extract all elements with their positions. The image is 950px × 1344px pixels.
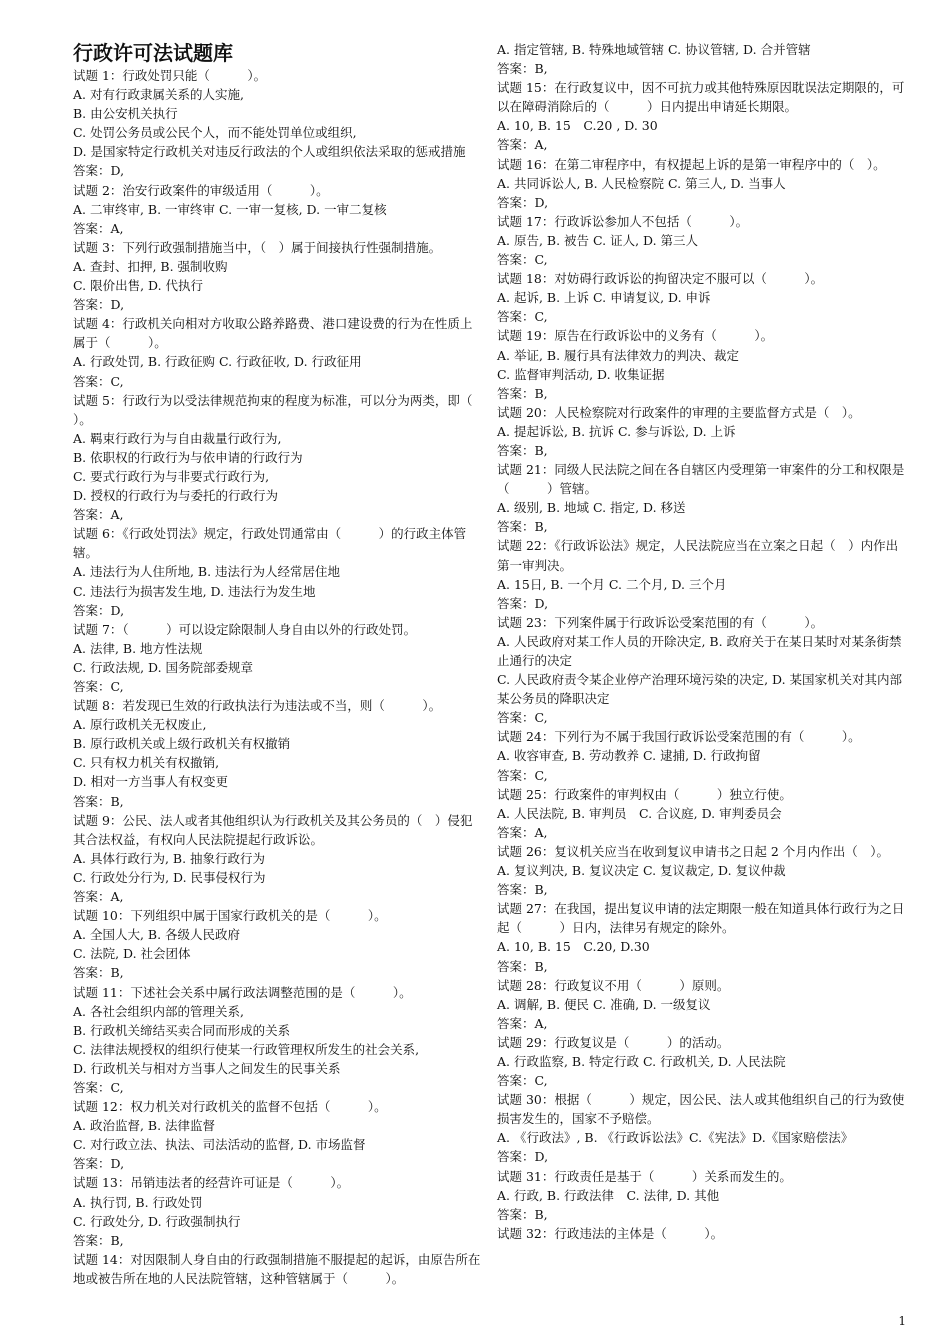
question-line: 答案：D, bbox=[73, 163, 125, 179]
question-line: D. 授权的行政行为与委托的行政行为 bbox=[73, 488, 279, 504]
question-line: 试题 8：若发现已生效的行政执法行为违法或不当，则（ ）。 bbox=[73, 698, 442, 714]
question-line: 答案：B, bbox=[497, 1206, 548, 1222]
question-line: 试题 14：对因限制人身自由的行政强制措施不服提起的起诉，由原告所在地或被告所在地的人民法院管辖，这种管辖属于（ ）。 bbox=[73, 1251, 481, 1286]
question-line: A. 10, B. 15 C.20, D.30 bbox=[497, 939, 650, 955]
question-line: 答案：D, bbox=[497, 194, 549, 210]
question-line: 答案：B, bbox=[497, 958, 548, 974]
question-line: A. 政治监督, B. 法律监督 bbox=[73, 1118, 216, 1134]
question-line: B. 依职权的行政行为与依申请的行政行为 bbox=[73, 449, 303, 465]
question-line: 试题 22：《行政诉讼法》规定，人民法院应当在立案之日起（ ）内作出第一审判决。 bbox=[497, 538, 899, 573]
question-line: 答案：B, bbox=[497, 442, 548, 458]
question-line: 答案：C, bbox=[73, 1079, 124, 1095]
question-line: 试题 29：行政复议是（ ）的活动。 bbox=[497, 1034, 730, 1050]
question-line: C. 监督审判活动, D. 收集证据 bbox=[497, 366, 665, 382]
question-line: A. 行政, B. 行政法律 C. 法律, D. 其他 bbox=[497, 1187, 720, 1203]
question-line: 试题 24：下列行为不属于我国行政诉讼受案范围的有（ ）。 bbox=[497, 729, 861, 745]
question-line: 答案：C, bbox=[73, 373, 124, 389]
question-line: 答案：D, bbox=[497, 1149, 549, 1165]
question-line: A. 15日, B. 一个月 C. 二个月, D. 三个月 bbox=[497, 576, 727, 592]
question-line: C. 人民政府责令某企业停产治理环境污染的决定, D. 某国家机关对其内部某公务员的降职决定 bbox=[497, 672, 903, 707]
question-line: 答案：D, bbox=[73, 602, 125, 618]
question-line: 答案：D, bbox=[73, 297, 125, 313]
question-line: A. 对有行政隶属关系的人实施, bbox=[73, 87, 244, 103]
question-line: 答案：A, bbox=[73, 889, 124, 905]
question-line: 答案：A, bbox=[497, 824, 548, 840]
question-line: C. 行政处分, D. 行政强制执行 bbox=[73, 1213, 241, 1229]
question-line: A. 二审终审, B. 一审终审 C. 一审一复核, D. 一审二复核 bbox=[73, 201, 387, 217]
question-line: A. 具体行政行为, B. 抽象行政行为 bbox=[73, 850, 266, 866]
question-line: 试题 16：在第二审程序中，有权提起上诉的是第一审程序中的（ ）。 bbox=[497, 156, 886, 172]
question-line: 答案：C, bbox=[497, 767, 548, 783]
question-line: 试题 5：行政行为以受法律规范拘束的程度为标准，可以分为两类，即（ ）。 bbox=[73, 392, 510, 427]
right-column bbox=[497, 40, 907, 1243]
question-line: D. 行政机关与相对方当事人之间发生的民事关系 bbox=[73, 1060, 341, 1076]
question-line: 试题 30：根据（ ）规定，因公民、法人或其他组织自己的行为致使损害发生的，国家不予赔偿。 bbox=[497, 1092, 905, 1127]
question-line: A. 指定管辖, B. 特殊地域管辖 C. 协议管辖, D. 合并管辖 bbox=[497, 42, 811, 57]
question-line: C. 行政处分行为, D. 民事侵权行为 bbox=[73, 869, 266, 885]
question-line: 答案：B, bbox=[497, 385, 548, 401]
question-line: A. 法律, B. 地方性法规 bbox=[73, 640, 203, 656]
question-line: 试题 17：行政诉讼参加人不包括（ ）。 bbox=[497, 213, 749, 229]
question-line: 试题 7：（ ）可以设定除限制人身自由以外的行政处罚。 bbox=[73, 621, 417, 637]
question-line: 答案：B, bbox=[73, 793, 124, 809]
question-line: A. 10, B. 15 C.20 , D. 30 bbox=[497, 118, 658, 134]
question-line: A. 级别, B. 地域 C. 指定, D. 移送 bbox=[497, 500, 686, 516]
question-line: 答案：A, bbox=[497, 1015, 548, 1031]
question-line: 试题 11：下述社会关系中属行政法调整范围的是（ ）。 bbox=[73, 984, 412, 1000]
question-line: A. 起诉, B. 上诉 C. 申请复议, D. 申诉 bbox=[497, 290, 711, 306]
question-line: 试题 18：对妨碍行政诉讼的拘留决定不服可以（ ）。 bbox=[497, 271, 824, 287]
question-line: 试题 3：下列行政强制措施当中，（ ）属于间接执行性强制措施。 bbox=[73, 239, 442, 255]
question-line: 试题 31：行政责任是基于（ ）关系而发生的。 bbox=[497, 1168, 792, 1184]
question-line: 试题 6：《行政处罚法》规定，行政处罚通常由（ ）的行政主体管辖。 bbox=[73, 526, 467, 561]
question-line: 试题 26：复议机关应当在收到复议申请书之日起 2 个月内作出（ ）。 bbox=[497, 843, 890, 859]
question-line: 答案：A, bbox=[497, 137, 548, 153]
question-line: 试题 2：治安行政案件的审级适用（ ）。 bbox=[73, 182, 329, 198]
question-line: 答案：A, bbox=[73, 507, 124, 523]
question-line: 试题 12：权力机关对行政机关的监督不包括（ ）。 bbox=[73, 1099, 387, 1115]
question-line: B. 原行政机关或上级行政机关有权撤销 bbox=[73, 736, 291, 752]
question-line: 试题 23：下列案件属于行政诉讼受案范围的有（ ）。 bbox=[497, 614, 824, 630]
question-line: 答案：C, bbox=[497, 252, 548, 268]
question-line: 答案：B, bbox=[497, 519, 548, 535]
question-line: A. 举证, B. 履行具有法律效力的判决、裁定 bbox=[497, 347, 740, 363]
question-line: C. 限价出售, D. 代执行 bbox=[73, 278, 204, 294]
question-line: 试题 15：在行政复议中，因不可抗力或其他特殊原因耽误法定期限的，可以在障碍消除后的（ ）日内提出申请延长期限。 bbox=[497, 80, 905, 115]
question-line: A. 行政处罚, B. 行政征购 C. 行政征收, D. 行政征用 bbox=[73, 354, 362, 370]
question-line: 答案：B, bbox=[497, 882, 548, 898]
question-line: 答案：B, bbox=[497, 61, 548, 77]
question-line: C. 法院, D. 社会团体 bbox=[73, 946, 191, 962]
question-line: A. 全国人大, B. 各级人民政府 bbox=[73, 927, 241, 943]
question-line: C. 行政法规, D. 国务院部委规章 bbox=[73, 659, 254, 675]
question-line: 答案：C, bbox=[497, 710, 548, 726]
question-line: C. 法律法规授权的组织行使某一行政管理权所发生的社会关系, bbox=[73, 1041, 420, 1057]
question-line: A. 《行政法》, B. 《行政诉讼法》C.《宪法》D.《国家赔偿法》 bbox=[497, 1130, 854, 1146]
question-line: C. 对行政立法、执法、司法活动的监督, D. 市场监督 bbox=[73, 1137, 366, 1153]
question-line: A. 查封、扣押, B. 强制收购 bbox=[73, 258, 228, 274]
question-line: 试题 32：行政违法的主体是（ ）。 bbox=[497, 1225, 724, 1241]
question-line: 试题 13：吊销违法者的经营许可证是（ ）。 bbox=[73, 1175, 350, 1191]
question-line: 试题 28：行政复议不用（ ）原则。 bbox=[497, 977, 730, 993]
question-line: A. 人民法院, B. 审判员 C. 合议庭, D. 审判委员会 bbox=[497, 805, 782, 821]
question-line: D. 相对一方当事人有权变更 bbox=[73, 774, 229, 790]
question-line: A. 羁束行政行为与自由裁量行政行为, bbox=[73, 430, 282, 446]
question-line: A. 提起诉讼, B. 抗诉 C. 参与诉讼, D. 上诉 bbox=[497, 423, 736, 439]
question-line: 试题 4：行政机关向相对方收取公路养路费、港口建设费的行为在性质上属于（ ）。 bbox=[73, 316, 473, 351]
question-line: B. 由公安机关执行 bbox=[73, 106, 178, 122]
question-line: C. 处罚公务员或公民个人，而不能处罚单位或组织, bbox=[73, 125, 357, 141]
question-line: A. 各社会组织内部的管理关系, bbox=[73, 1003, 244, 1019]
question-line: 试题 27：在我国，提出复议申请的法定期限一般在知道具体行政行为之日起（ ）日内，法律另有规定的除外。 bbox=[497, 901, 905, 936]
question-line: 试题 19：原告在行政诉讼中的义务有（ ）。 bbox=[497, 328, 774, 344]
question-line: 试题 1：行政处罚只能（ ）。 bbox=[73, 68, 267, 83]
question-line: A. 执行罚, B. 行政处罚 bbox=[73, 1194, 203, 1210]
page-number: 1 bbox=[898, 1314, 906, 1328]
question-line: 答案：D, bbox=[497, 595, 549, 611]
question-line: 答案：C, bbox=[73, 679, 124, 694]
question-line: C. 要式行政行为与非要式行政行为, bbox=[73, 468, 270, 484]
question-line: 试题 9：公民、法人或者其他组织认为行政机关及其公务员的（ ）侵犯其合法权益，有权向人民法院提起行政诉讼。 bbox=[73, 812, 473, 847]
question-line: A. 人民政府对某工作人员的开除决定, B. 政府关于在某日某时对某条街禁止通行的决定 bbox=[497, 633, 902, 668]
question-line: 答案：B, bbox=[73, 1232, 124, 1248]
question-line: A. 调解, B. 便民 C. 准确, D. 一级复议 bbox=[497, 996, 711, 1012]
question-line: 试题 25：行政案件的审判权由（ ）独立行使。 bbox=[497, 786, 792, 802]
left-question-list bbox=[73, 66, 510, 1288]
question-line: 答案：A, bbox=[73, 220, 124, 236]
question-line: C. 违法行为损害发生地, D. 违法行为发生地 bbox=[73, 583, 316, 599]
question-line: A. 共同诉讼人, B. 人民检察院 C. 第三人, D. 当事人 bbox=[497, 175, 786, 191]
question-line: 试题 21：同级人民法院之间在各自辖区内受理第一审案件的分工和权限是（ ）管辖。 bbox=[497, 462, 905, 497]
question-line: A. 收容审查, B. 劳动教养 C. 逮捕, D. 行政拘留 bbox=[497, 748, 761, 764]
question-line: 试题 10：下列组织中属于国家行政机关的是（ ）。 bbox=[73, 908, 387, 924]
right-question-list bbox=[497, 40, 907, 1243]
question-line: C. 只有权力机关有权撤销, bbox=[73, 755, 220, 771]
question-line: D. 是国家特定行政机关对违反行政法的个人或组织依法采取的惩戒措施 bbox=[73, 144, 466, 160]
question-line: B. 行政机关缔结买卖合同而形成的关系 bbox=[73, 1022, 291, 1038]
question-line: 答案：C, bbox=[497, 309, 548, 325]
question-line: 试题 20：人民检察院对行政案件的审理的主要监督方式是（ ）。 bbox=[497, 404, 861, 420]
question-line: A. 原告, B. 被告 C. 证人, D. 第三人 bbox=[497, 232, 699, 248]
question-line: A. 行政监察, B. 特定行政 C. 行政机关, D. 人民法院 bbox=[497, 1053, 786, 1069]
question-line: 答案：B, bbox=[73, 965, 124, 981]
question-line: A. 原行政机关无权废止, bbox=[73, 717, 207, 733]
question-line: 答案：D, bbox=[73, 1156, 125, 1172]
question-line: 答案：C, bbox=[497, 1073, 548, 1089]
left-column bbox=[73, 40, 510, 1288]
question-line: A. 违法行为人住所地, B. 违法行为人经常居住地 bbox=[73, 564, 341, 580]
document-title: 行政许可法试题库 bbox=[73, 41, 233, 65]
question-line: A. 复议判决, B. 复议决定 C. 复议裁定, D. 复议仲裁 bbox=[497, 863, 786, 879]
